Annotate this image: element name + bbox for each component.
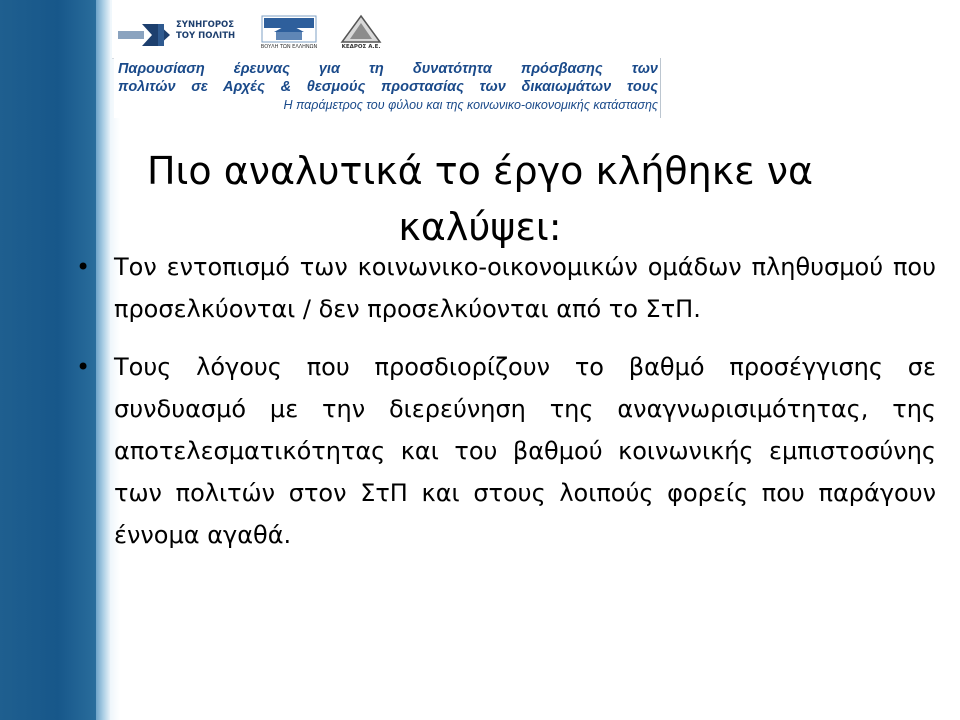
- research-subtitle-box: [114, 58, 661, 118]
- slide-title: Πιο αναλυτικά το έργο κλήθηκε να καλύψει:: [146, 149, 814, 250]
- ombudsman-logo-text: ΣΥΝΗΓΟΡΟΣ ΤΟΥ ΠΟΛΙΤΗ: [176, 20, 236, 41]
- subtitle-line-1: Παρουσίαση έρευνας για τη δυνατότητα πρόσβασης των: [118, 61, 658, 77]
- ombudsman-arrow-icon: [118, 20, 172, 50]
- kedros-logo: [336, 14, 386, 54]
- kedros-caption: ΚΕΔΡΟΣ Α.Ε.: [341, 44, 381, 50]
- parliament-logo: [258, 14, 320, 54]
- logo-strip: [112, 0, 402, 59]
- bullet-marker: •: [76, 253, 91, 281]
- bullet-text-2: Τους λόγους που προσδιορίζουν το βαθμό προσέγγισης σε συνδυασμό με την διερεύνηση της αναγνωρισιμότητας, της αποτελεσματικότητας και του βαθμού κοινωνικής εμπιστοσύνης των πολιτών στον ΣτΠ και στους λοιπούς φορείς που παράγουν έννομα αγαθά.: [114, 353, 936, 549]
- ombudsman-logo: [118, 14, 238, 54]
- header-banner: [112, 0, 660, 120]
- kedros-triangle-icon: [336, 14, 386, 44]
- subtitle-line-3: Η παράμετρος του φύλου και της κοινωνικο-οικονομικής κατάστασης: [283, 98, 658, 112]
- parliament-caption: ΒΟΥΛΗ ΤΩΝ ΕΛΛΗΝΩΝ: [260, 44, 318, 50]
- bullet-marker: •: [76, 353, 91, 381]
- bullet-item-2: [76, 346, 936, 556]
- bullet-text-1: Τον εντοπισμό των κοινωνικο-οικονομικών ομάδων πληθυσμού που προσελκύονται / δεν προσελκύονται από το ΣτΠ.: [114, 253, 936, 323]
- bullet-item-1: [76, 246, 936, 330]
- parliament-building-icon: [258, 14, 320, 44]
- subtitle-line-2: πολιτών σε Αρχές & θεσμούς προστασίας των δικαιωμάτων τους: [118, 79, 658, 95]
- bullet-list: [76, 246, 936, 572]
